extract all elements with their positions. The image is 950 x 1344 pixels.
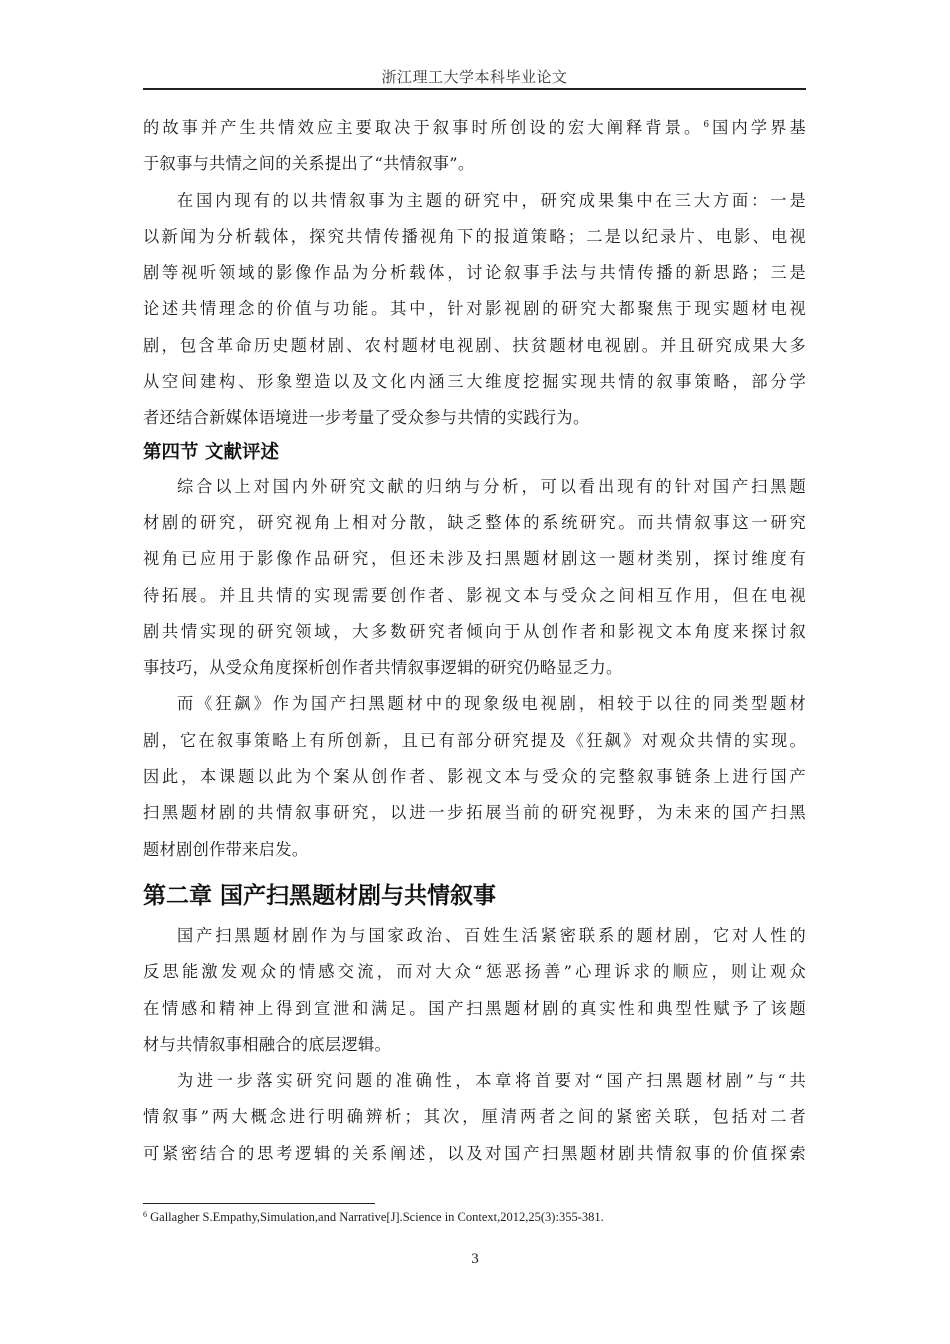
- document-body: [143, 110, 806, 1172]
- text-line: 剧，包含革命历史题材剧、农村题材电视剧、扶贫题材电视剧。并且研究成果大多: [143, 335, 806, 355]
- text-line: 事技巧，从受众角度探析创作者共情叙事逻辑的研究仍略显乏力。: [143, 658, 623, 678]
- text-line: 剧等视听领域的影像作品为分析载体，讨论叙事手法与共情传播的新思路；三是: [143, 263, 806, 283]
- paragraph-2: [143, 183, 806, 437]
- paragraph-1: [143, 110, 806, 183]
- text-line: 视角已应用于影像作品研究，但还未涉及扫黑题材剧这一题材类别，探讨维度有: [143, 549, 806, 569]
- footnote-number: 6: [143, 1210, 147, 1219]
- section-heading: 第四节 文献评述: [143, 441, 279, 463]
- text-line: 国产扫黑题材剧作为与国家政治、百姓生活紧密联系的题材剧，它对人性的: [177, 925, 806, 945]
- text-line: 为进一步落实研究问题的准确性，本章将首要对“国产扫黑题材剧”与“共: [177, 1071, 806, 1091]
- header-rule: [143, 88, 806, 90]
- text-line: 材与共情叙事相融合的底层逻辑。: [143, 1034, 392, 1054]
- footnote-text: Gallagher S.Empathy,Simulation,and Narrative[J].Science in Context,2012,25(3):355-381.: [150, 1210, 604, 1224]
- footnote: [143, 1210, 604, 1225]
- text-line: 以新闻为分析载体，探究共情传播视角下的报道策略；二是以纪录片、电影、电视: [143, 226, 806, 246]
- page-header: 浙江理工大学本科毕业论文: [381, 68, 568, 86]
- text-line: 论述共情理念的价值与功能。其中，针对影视剧的研究大都聚焦于现实题材电视: [143, 299, 806, 319]
- text-line: 者还结合新媒体语境进一步考量了受众参与共情的实践行为。: [143, 408, 590, 428]
- text-line: 在情感和精神上得到宣泄和满足。国产扫黑题材剧的真实性和典型性赋予了该题: [143, 998, 806, 1018]
- text-line: 因此，本课题以此为个案从创作者、影视文本与受众的完整叙事链条上进行国产: [143, 767, 806, 787]
- paragraph-3: [143, 469, 806, 687]
- text-line: 而《狂飙》作为国产扫黑题材中的现象级电视剧，相较于以往的同类型题材: [177, 694, 806, 714]
- text-line: 反思能激发观众的情感交流，而对大众“惩恶扬善”心理诉求的顺应，则让观众: [143, 962, 806, 982]
- paragraph-6: [143, 1063, 806, 1172]
- chapter-heading: 第二章 国产扫黑题材剧与共情叙事: [143, 882, 497, 909]
- footnote-separator: [143, 1203, 375, 1204]
- text-line: 扫黑题材剧的共情叙事研究，以进一步拓展当前的研究视野，为未来的国产扫黑: [143, 803, 806, 823]
- text-line: 剧，它在叙事策略上有所创新，且已有部分研究提及《狂飙》对观众共情的实现。: [143, 730, 806, 750]
- text-line: 从空间建构、形象塑造以及文化内涵三大维度挖掘实现共情的叙事策略，部分学: [143, 372, 806, 392]
- text-line: 情叙事”两大概念进行明确辨析；其次，厘清两者之间的紧密关联，包括对二者: [143, 1107, 806, 1127]
- page-number: 3: [471, 1251, 479, 1267]
- text-line: 的故事并产生共情效应主要取决于叙事时所创设的宏大阐释背景。$^6$国内学界基: [143, 118, 806, 137]
- paragraph-5: [143, 918, 806, 1063]
- text-line: 综合以上对国内外研究文献的归纳与分析，可以看出现有的针对国产扫黑题: [177, 476, 806, 496]
- paragraph-4: [143, 686, 806, 867]
- text-line: 题材剧创作带来启发。: [143, 839, 309, 859]
- text-line: 待拓展。并且共情的实现需要创作者、影视文本与受众之间相互作用，但在电视: [143, 585, 806, 605]
- text-line: 材剧的研究，研究视角上相对分散，缺乏整体的系统研究。而共情叙事这一研究: [143, 512, 806, 532]
- footnote-ref[interactable]: 6: [703, 120, 710, 130]
- text-line: 可紧密结合的思考逻辑的关系阐述，以及对国产扫黑题材剧共情叙事的价值探索: [143, 1143, 806, 1163]
- text-line: 剧共情实现的研究领域，大多数研究者倾向于从创作者和影视文本角度来探讨叙: [143, 621, 806, 641]
- text-line: 于叙事与共情之间的关系提出了“共情叙事”。: [143, 154, 475, 174]
- text-line: 在国内现有的以共情叙事为主题的研究中，研究成果集中在三大方面：一是: [177, 190, 806, 210]
